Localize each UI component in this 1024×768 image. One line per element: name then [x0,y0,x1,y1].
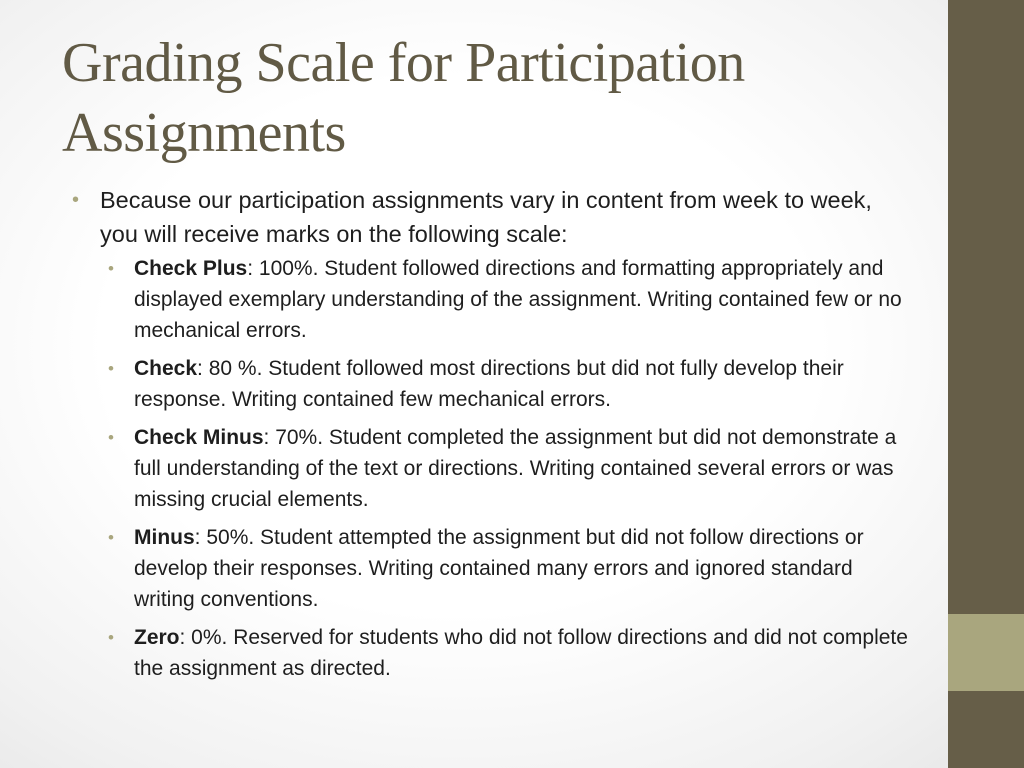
grade-description: : 50%. Student attempted the assignment but did not follow directions or develop their responses. Writing contained many errors and ignored standard writing conventions. [134,526,864,611]
grade-item-zero [72,622,912,684]
grade-item-check-minus [72,422,912,515]
grade-description: : 80 %. Student followed most directions but did not fully develop their response. Writing contained few mechanical errors. [134,357,844,411]
slide-body [72,183,912,691]
grade-description: : 0%. Reserved for students who did not follow directions and did not complete the assignment as directed. [134,626,908,680]
grade-term: Check [134,357,198,380]
grade-item-check [72,353,912,415]
grade-description: : 70%. Student completed the assignment but did not demonstrate a full understanding of the text or directions. Writing contained several errors or was missing crucial elements. [134,426,897,511]
grade-term: Check Minus [134,426,264,449]
grading-list [72,253,912,684]
grade-item-minus [72,522,912,615]
bullet-icon: • [108,428,114,447]
bullet-icon: • [108,259,114,278]
bullet-icon: • [72,189,80,211]
grade-term: Zero [134,626,180,649]
grade-description: : 100%. Student followed directions and formatting appropriately and displayed exemplary understanding of the assignment. Writing contained few or no mechanical errors. [134,257,902,342]
grade-item-check-plus [72,253,912,346]
grade-term: Minus [134,526,195,549]
intro-bullet [72,183,912,251]
bullet-icon: • [108,528,114,547]
grade-term: Check Plus [134,257,248,280]
bullet-icon: • [108,628,114,647]
bullet-icon: • [108,359,114,378]
intro-text: Because our participation assignments vary in content from week to week, you will receive marks on the following scale: [100,187,872,247]
slide-title: Grading Scale for Participation Assignments [62,32,745,164]
sidebar-accent-block [948,614,1024,691]
